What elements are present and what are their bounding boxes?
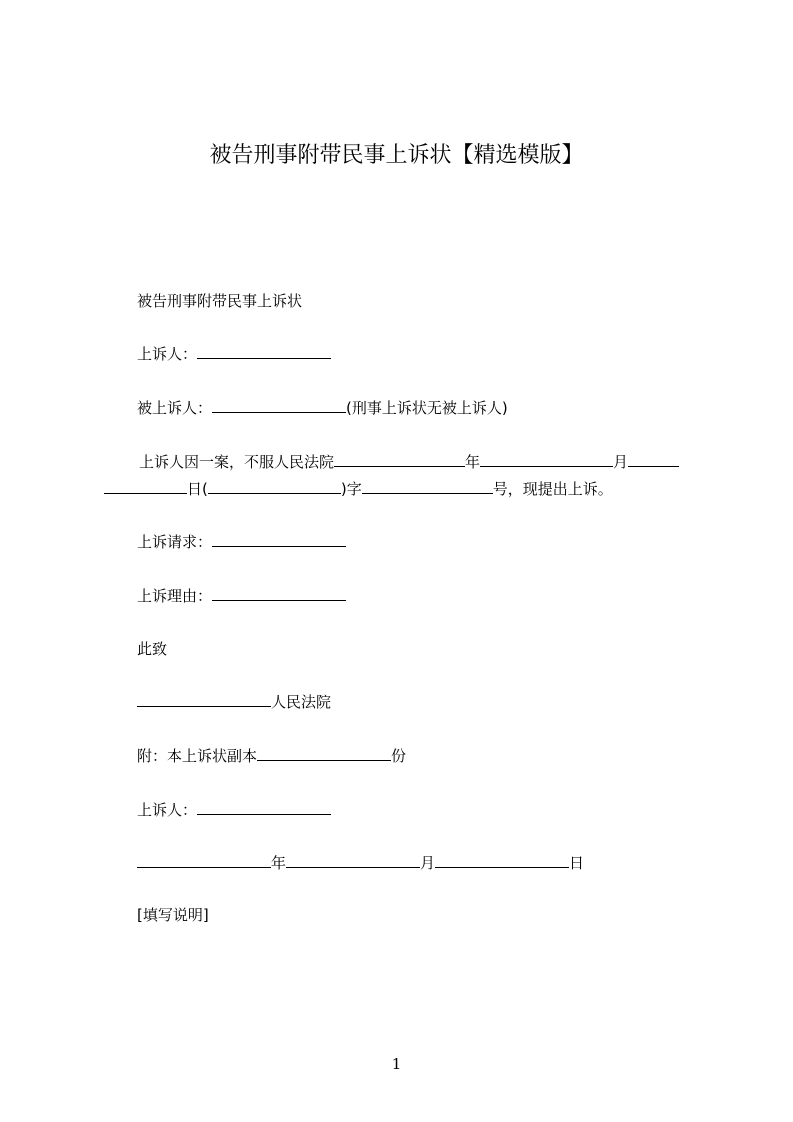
date-year-text: 年 (271, 854, 287, 872)
document-title: 被告刑事附带民事上诉状【精选模版】 (209, 143, 584, 168)
instructions: [填写说明] (137, 906, 209, 924)
number-end-text: 号，现提出上诉。 (492, 480, 613, 498)
request-blank (212, 531, 346, 547)
day-text: 日( (187, 480, 208, 498)
date-day-text: 日 (569, 854, 585, 872)
heading: 被告刑事附带民事上诉状 (137, 292, 303, 310)
signature-line (137, 799, 331, 821)
reason-blank (212, 585, 346, 601)
court-line (137, 691, 331, 713)
date-year-blank (137, 852, 271, 868)
year-text: 年 (465, 453, 481, 471)
month-text: 月 (613, 453, 629, 471)
appellee-label: 被上诉人： (137, 399, 213, 417)
signature-label: 上诉人： (137, 801, 198, 819)
appellant-line (137, 343, 331, 365)
court-text: 人民法院 (271, 693, 332, 711)
appellee-blank (212, 397, 346, 413)
case-line-2 (104, 478, 613, 500)
appellant-label: 上诉人： (137, 345, 198, 363)
date-month-blank (286, 852, 420, 868)
day-blank (104, 478, 187, 494)
character-text: )字 (340, 480, 362, 498)
court-blank (334, 451, 465, 467)
court-name-blank (137, 691, 271, 707)
date-month-text: 月 (420, 854, 436, 872)
closing: 此致 (137, 640, 168, 658)
attachment-text: 附：本上诉状副本 (137, 747, 258, 765)
page-number: 1 (391, 1055, 402, 1073)
appellee-note: (刑事上诉状无被上诉人) (346, 399, 508, 417)
appellee-line (137, 397, 508, 419)
date-line (137, 852, 584, 874)
attachment-end-text: 份 (391, 747, 407, 765)
signature-blank (197, 799, 331, 815)
case-line-1 (139, 451, 679, 473)
request-label: 上诉请求： (137, 533, 213, 551)
attachment-line (137, 745, 406, 767)
attachment-blank (257, 745, 391, 761)
request-line (137, 531, 346, 553)
case-line1-text: 上诉人因一案，不服人民法院 (139, 453, 335, 471)
date-day-blank (435, 852, 569, 868)
case-year-blank (208, 478, 341, 494)
reason-label: 上诉理由： (137, 587, 213, 605)
appellant-blank (197, 343, 331, 359)
reason-line (137, 585, 346, 607)
year-blank (480, 451, 613, 467)
month-blank (628, 451, 679, 467)
case-number-blank (362, 478, 493, 494)
